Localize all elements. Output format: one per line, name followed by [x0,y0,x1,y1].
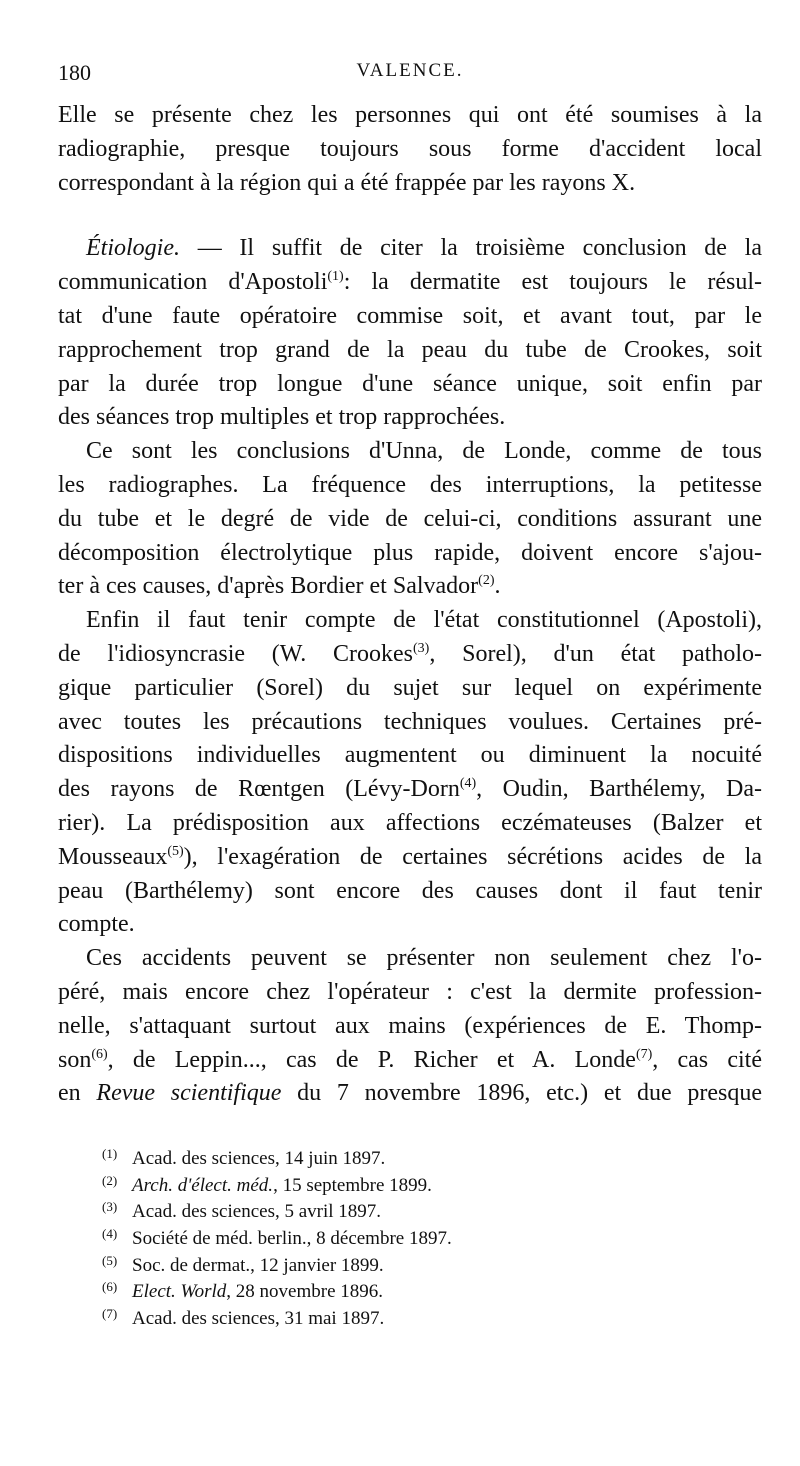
footnote-mark: (5) [102,1252,118,1268]
footnote-ref: (4) [459,776,477,792]
text-line: nelle, s'attaquant surtout aux mains (expériences de E. Thomp- [58,1012,762,1039]
text-line: tat d'une faute opératoire commise soit, et avant tout, par le [58,302,762,329]
text-line: peau (Barthélemy) sont encore des causes dont il faut tenir [58,877,762,904]
text-span: en [58,1080,97,1107]
footnote-mark: (7) [102,1306,118,1322]
text-line: dispositions individuelles augmentent ou diminuent la nocuité [58,742,762,769]
text-span: , Sorel), d'un état patholo- [429,640,762,667]
footnote-ref: (2) [478,573,495,589]
text-span: , de Leppin..., cas de P. Richer et A. Londe [107,1046,636,1073]
journal-title: Elect. World [132,1281,227,1303]
text-span: Mousseaux [58,843,168,870]
text-span: , cas cité [652,1046,762,1073]
running-title: VALENCE. [356,60,464,81]
text-line [58,1077,762,1111]
text-line [58,570,762,604]
text-line: compte. [58,911,135,938]
text-line [58,1044,762,1078]
text-line [58,773,762,807]
text-line: Ces accidents peuvent se présenter non seulement chez l'o- [86,945,762,972]
footnote [104,1146,664,1173]
footnotes [104,1146,664,1333]
footnote-text: , 28 novembre 1896. [226,1281,384,1303]
text-line: Elle se présente chez les personnes qui ont été soumises à la [58,102,762,128]
text-line: radiographie, presque toujours sous forme d'accident local [58,135,762,162]
journal-title: Revue scientifique [96,1080,282,1107]
text-line: avec toutes les précautions techniques voulues. Certaines pré- [58,708,762,735]
text-line: des séances trop multiples et trop rapprochées. [58,404,506,431]
text-span: son [58,1046,92,1073]
section-heading-etiologie: Étiologie. [86,235,180,262]
journal-title: Arch. d'élect. méd. [132,1174,274,1196]
text-line: du tube et le degré de vide de celui-ci, conditions assurant une [58,505,762,532]
text-span: des rayons de Rœntgen (Lévy-Dorn [58,776,460,803]
footnote-ref: (1) [327,269,344,285]
footnote-mark: (3) [102,1199,118,1215]
text-line: décomposition électrolytique plus rapide, doivent encore s'ajou- [58,539,762,566]
footnote-ref: (3) [413,640,430,656]
page-header [58,60,762,94]
text-line [58,266,762,300]
body-text [58,99,762,1111]
text-line: Enfin il faut tenir compte de l'état constitutionnel (Apostoli), [86,607,762,634]
footnote-text: Soc. de dermat., 12 janvier 1899. [132,1254,384,1276]
footnote [104,1173,664,1200]
text-span: communication d'Apostoli [58,269,328,296]
text-line: rier). La prédisposition aux affections eczémateuses (Balzer et [58,809,762,836]
text-line [58,841,762,875]
text-span: . [494,573,501,600]
footnote-ref: (6) [91,1046,108,1062]
footnote [104,1226,664,1253]
text-line: rapprochement trop grand de la peau du tube de Crookes, soit [58,336,762,363]
footnote-ref: (7) [635,1046,653,1062]
footnote-text: Société de méd. berlin., 8 décembre 1897. [132,1228,452,1250]
footnote [104,1253,664,1280]
footnote [104,1279,664,1306]
footnote [104,1306,664,1333]
footnote [104,1199,664,1226]
page-number: 180 [58,60,91,85]
text-span: , Oudin, Barthélemy, Da- [476,776,762,803]
text-span: du 7 novembre 1896, etc.) et due presque [281,1080,762,1107]
text-span: de l'idiosyncrasie (W. Crookes [58,640,414,667]
text-span: : la dermatite est toujours le résul- [343,269,763,296]
text-span: ter à ces causes, d'après Bordier et Salvador [58,573,479,600]
footnote-mark: (1) [102,1146,118,1161]
footnote-mark: (2) [102,1172,118,1188]
text-line: Ce sont les conclusions d'Unna, de Londe, comme de tous [86,438,762,465]
footnote-text: Acad. des sciences, 14 juin 1897. [132,1148,386,1169]
text-line: par la durée trop longue d'une séance unique, soit enfin par [58,370,762,397]
footnote-text: Acad. des sciences, 5 avril 1897. [132,1201,382,1223]
text-span: — Il suffit de citer la troisième conclusion de la [179,235,762,262]
footnote-text: Acad. des sciences, 31 mai 1897. [132,1308,385,1330]
text-line: gique particulier (Sorel) du sujet sur lequel on expérimente [58,674,762,701]
footnote-mark: (4) [102,1226,118,1242]
footnote-mark: (6) [102,1279,118,1295]
text-line: les radiographes. La fréquence des interruptions, la petitesse [58,471,762,498]
footnote-ref: (5) [167,843,184,859]
text-span: ), l'exagération de certaines sécrétions acides de la [183,843,762,870]
text-line [58,638,762,672]
footnote-text: , 15 septembre 1899. [273,1174,432,1196]
text-line: correspondant à la région qui a été frappée par les rayons X. [58,169,636,196]
text-line [58,232,762,266]
text-line: péré, mais encore chez l'opérateur : c'est la dermite profession- [58,978,762,1005]
